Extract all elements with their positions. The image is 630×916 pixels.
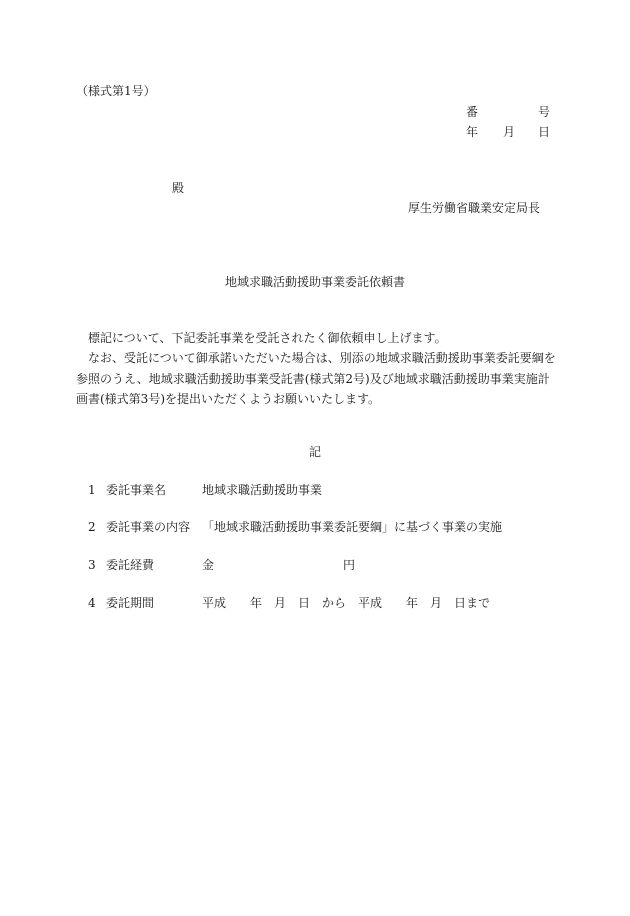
item-1-label: 委託事業名 <box>106 483 167 497</box>
item-2-label: 委託事業の内容 <box>106 520 191 534</box>
document-title: 地域求職活動援助事業委託依頼書 <box>224 275 405 289</box>
date-month-label: 月 <box>503 125 516 139</box>
item-1-number: 1 <box>88 483 96 497</box>
body-paragraph-2: なお、受託について御承諾いただいた場合は、別添の地域求職活動援助事業委託要綱を参照のうえ、地域求職活動援助事業受託書(様式第2号)及び地域求職活動援助事業実施計画書(様式第3号)を提出いただくようお願いいたします。 <box>76 351 556 406</box>
item-2-value: 「地域求職活動援助事業委託要綱」に基づく事業の実施 <box>202 520 503 534</box>
body-paragraph-1: 標記について、下記委託事業を受託されたく御依頼申し上げます。 <box>88 331 447 345</box>
ki-heading: 記 <box>308 445 321 459</box>
item-2-number: 2 <box>88 520 96 534</box>
item-1-value: 地域求職活動援助事業 <box>202 483 323 497</box>
item-4-value: 平成 年 月 日 から 平成 年 月 日まで <box>202 596 491 610</box>
item-4-number: 4 <box>88 596 96 610</box>
sender-name: 厚生労働省職業安定局長 <box>408 201 541 215</box>
item-3-amount-suffix: 円 <box>343 558 356 572</box>
item-3-label: 委託経費 <box>106 558 155 572</box>
reference-number-ban: 番 <box>466 105 479 119</box>
item-4-label: 委託期間 <box>106 596 155 610</box>
form-number: （様式第1号） <box>76 84 156 98</box>
item-3-number: 3 <box>88 558 96 572</box>
date-day-label: 日 <box>538 125 551 139</box>
date-year-label: 年 <box>466 125 479 139</box>
addressee-honorific: 殿 <box>172 181 185 195</box>
reference-number-go: 号 <box>538 105 551 119</box>
item-3-amount-prefix: 金 <box>202 558 215 572</box>
